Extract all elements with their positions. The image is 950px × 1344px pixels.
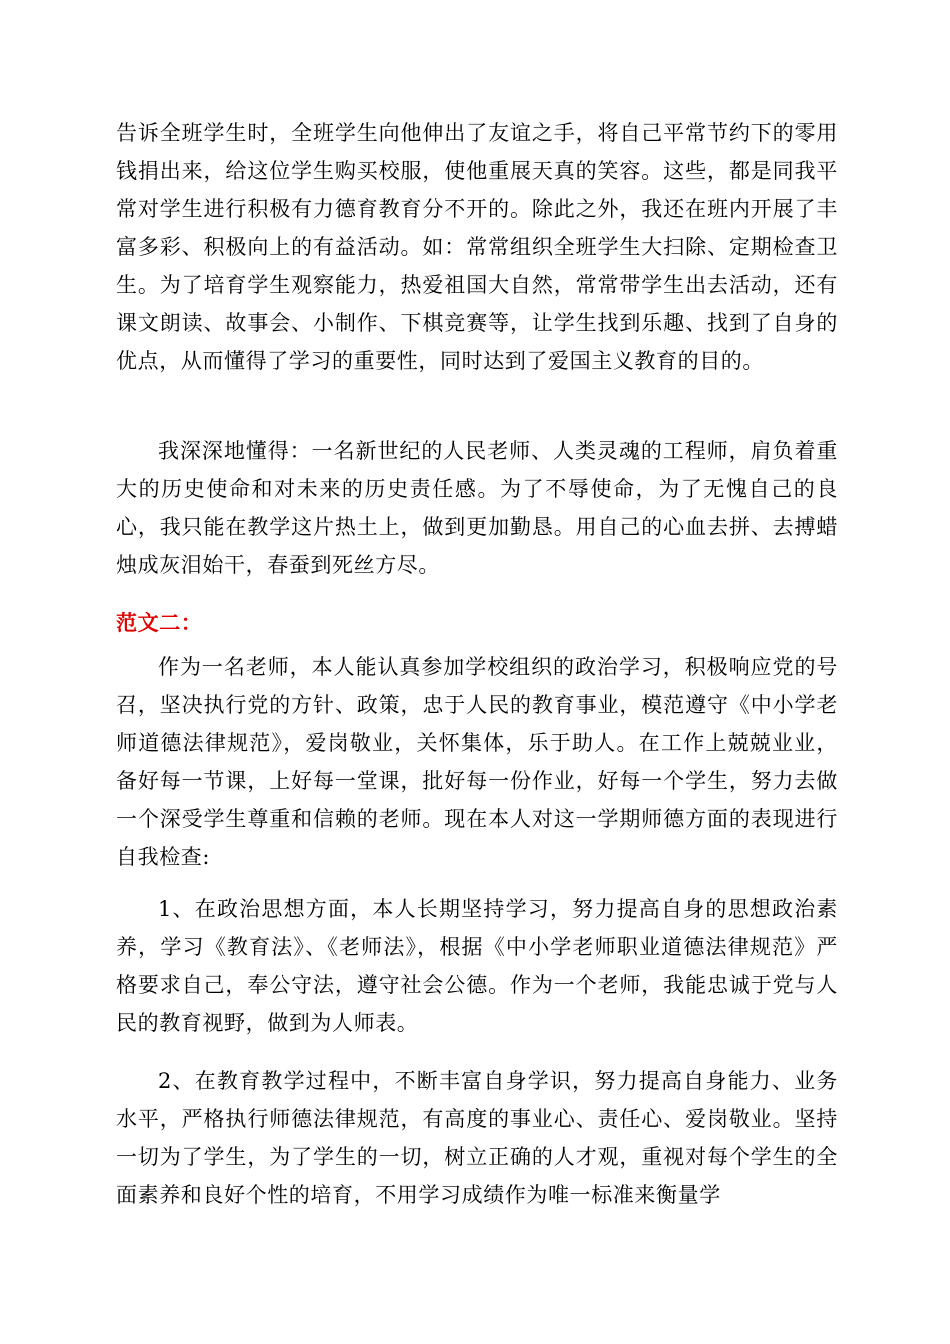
- paragraph-continuation: 告诉全班学生时，全班学生向他伸出了友谊之手，将自己平常节约下的零用钱捐出来，给这位学生购买校服，使他重展天真的笑容。这些，都是同我平常对学生进行积极有力德育教育分不开的。除此之外，我还在班内开展了丰富多彩、积极向上的有益活动。如：常常组织全班学生大扫除、定期检查卫生。为了培育学生观察能力，热爱祖国大自然，常常带学生出去活动，还有课文朗读、故事会、小制作、下棋竞赛等，让学生找到乐趣、找到了自身的优点，从而懂得了学习的重要性，同时达到了爱国主义教育的目的。: [116, 121, 838, 373]
- paragraph-point-1: 1、在政治思想方面，本人长期坚持学习，努力提高自身的思想政治素养，学习《教育法》、《老师法》，根据《中小学老师职业道德法律规范》严格要求自己，奉公守法，遵守社会公德。作为一个老师，我能忠诚于党与人民的教育视野，做到为人师表。: [116, 897, 838, 1035]
- paragraph-intro: 作为一名老师，本人能认真参加学校组织的政治学习，积极响应党的号召，坚决执行党的方针、政策，忠于人民的教育事业，模范遵守《中小学老师道德法律规范》，爱岗敬业，关怀集体，乐于助人。在工作上兢兢业业，备好每一节课，上好每一堂课，批好每一份作业，好每一个学生，努力去做一个深受学生尊重和信赖的老师。现在本人对这一学期师德方面的表现进行自我检查:: [116, 655, 838, 869]
- paragraph-point-2: 2、在教育教学过程中，不断丰富自身学识，努力提高自身能力、业务水平，严格执行师德法律规范，有高度的事业心、责任心、爱岗敬业。坚持一切为了学生，为了学生的一切，树立正确的人才观，重视对每个学生的全面素养和良好个性的培育，不用学习成绩作为唯一标准来衡量学: [116, 1069, 838, 1207]
- section-heading: 范文二：: [116, 611, 203, 635]
- paragraph-reflection: 我深深地懂得：一名新世纪的人民老师、人类灵魂的工程师，肩负着重大的历史使命和对未来的历史责任感。为了不辱使命，为了无愧自己的良心，我只能在教学这片热土上，做到更加勤恳。用自己的心血去拼、去搏蜡烛成灰泪始干，春蚕到死丝方尽。: [116, 439, 838, 577]
